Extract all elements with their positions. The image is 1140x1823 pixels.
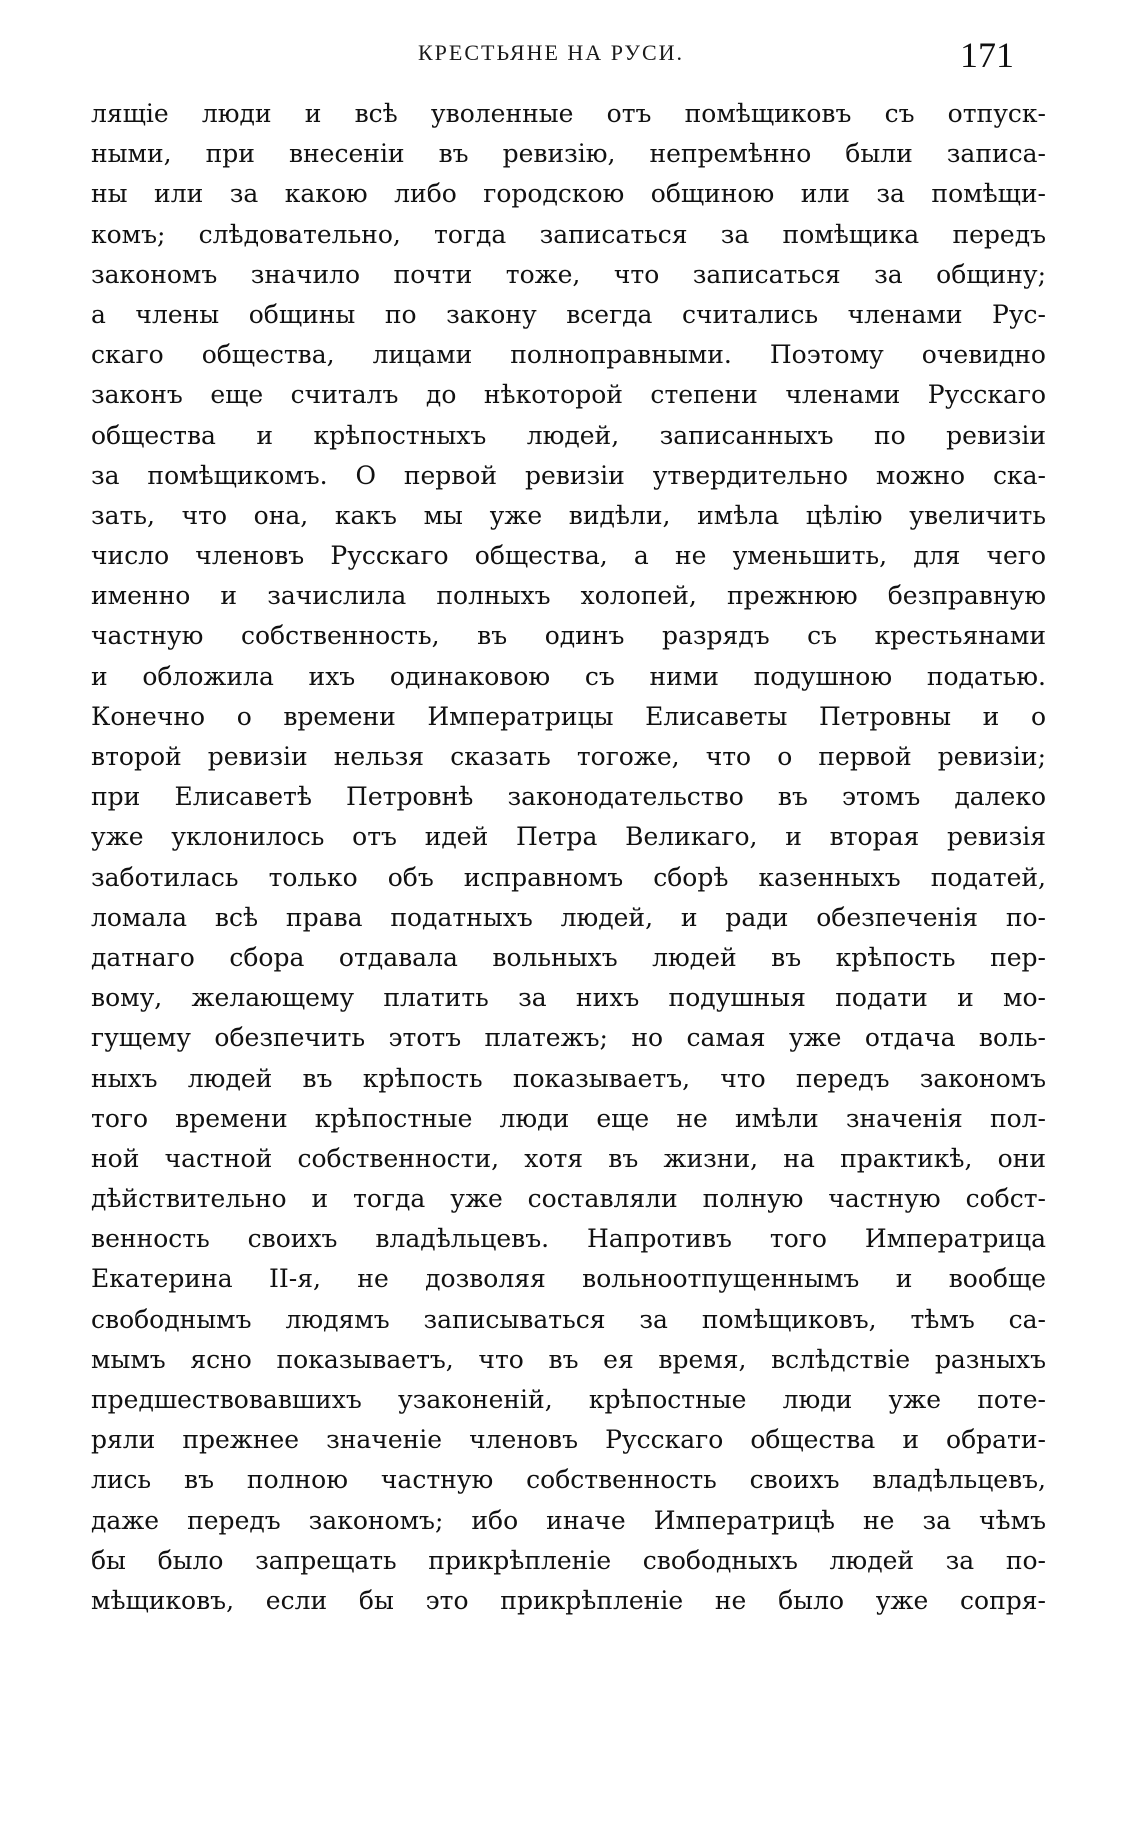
text-line: дѣйствительно и тогда уже составляли полную частную собст-: [91, 1184, 1046, 1214]
text-line: ныхъ людей въ крѣпость показываетъ, что передъ закономъ: [91, 1063, 1046, 1093]
text-line: при Елисаветѣ Петровнѣ законодательство въ этомъ далеко: [91, 782, 1046, 812]
text-line: ломала всѣ права податныхъ людей, и ради обезпеченія по-: [91, 902, 1046, 932]
text-line: за помѣщикомъ. О первой ревизіи утвердительно можно ска-: [91, 460, 1046, 490]
text-line: даже передъ закономъ; ибо иначе Императрицѣ не за чѣмъ: [91, 1505, 1046, 1535]
text-line: ными, при внесеніи въ ревизію, непремѣнно были записа-: [91, 139, 1046, 169]
text-line: гущему обезпечить этотъ платежъ; но самая уже отдача воль-: [91, 1023, 1046, 1053]
text-line: скаго общества, лицами полноправными. Поэтому очевидно: [91, 340, 1046, 370]
text-line: число членовъ Русскаго общества, а не уменьшить, для чего: [91, 541, 1046, 571]
text-line: именно и зачислила полныхъ холопей, прежнюю безправную: [91, 581, 1046, 611]
text-line: и обложила ихъ одинаковою съ ними подушною податью.: [91, 661, 1046, 691]
running-header: [0, 35, 1140, 80]
text-line: вому, желающему платить за нихъ подушныя подати и мо-: [91, 983, 1046, 1013]
text-line: ны или за какою либо городскою общиною или за помѣщи-: [91, 179, 1046, 209]
text-line: Екатерина II-я, не дозволяя вольноотпущеннымъ и вообще: [91, 1264, 1046, 1294]
text-line: того времени крѣпостные люди еще не имѣли значенія пол-: [91, 1103, 1046, 1133]
text-line: общества и крѣпостныхъ людей, записанныхъ по ревизіи: [91, 420, 1046, 450]
text-line: частную собственность, въ одинъ разрядъ съ крестьянами: [91, 621, 1046, 651]
text-line: свободнымъ людямъ записываться за помѣщиковъ, тѣмъ са-: [91, 1304, 1046, 1334]
text-line: лящіе люди и всѣ уволенные отъ помѣщиковъ съ отпуск-: [91, 99, 1046, 128]
running-title: КРЕСТЬЯНЕ НА РУСИ.: [418, 40, 685, 65]
text-line: зать, что она, какъ мы уже видѣли, имѣла цѣлію увеличить: [91, 500, 1046, 530]
text-line: второй ревизіи нельзя сказать тогоже, что о первой ревизіи;: [91, 742, 1046, 771]
text-line: комъ; слѣдовательно, тогда записаться за помѣщика передъ: [91, 219, 1046, 249]
body-text: [91, 94, 1046, 1621]
text-line: предшествовавшихъ узаконеній, крѣпостные люди уже поте-: [91, 1385, 1046, 1414]
text-line: ной частной собственности, хотя въ жизни, на практикѣ, они: [91, 1143, 1046, 1173]
text-line: лись въ полною частную собственность своихъ владѣльцевъ,: [91, 1465, 1046, 1495]
text-line: а члены общины по закону всегда считались членами Рус-: [91, 299, 1046, 329]
text-line: венность своихъ владѣльцевъ. Напротивъ того Императрица: [91, 1224, 1046, 1254]
text-line: заботилась только объ исправномъ сборѣ казенныхъ податей,: [91, 862, 1046, 892]
text-line: ряли прежнее значеніе членовъ Русскаго общества и обрати-: [91, 1425, 1046, 1455]
text-line: Конечно о времени Императрицы Елисаветы Петровны и о: [91, 701, 1046, 731]
text-line: датнаго сбора отдавала вольныхъ людей въ крѣпость пер-: [91, 942, 1046, 972]
text-line: мымъ ясно показываетъ, что въ ея время, вслѣдствіе разныхъ: [91, 1344, 1046, 1374]
page-number: 171: [960, 35, 1014, 75]
text-line: закономъ значило почти тоже, что записаться за общину;: [91, 259, 1046, 289]
text-line: бы было запрещать прикрѣпленіе свободныхъ людей за по-: [91, 1545, 1046, 1575]
text-line: уже уклонилось отъ идей Петра Великаго, и вторая ревизія: [91, 822, 1046, 852]
text-line: мѣщиковъ, если бы это прикрѣпленіе не было уже сопря-: [91, 1585, 1046, 1615]
text-line: законъ еще считалъ до нѣкоторой степени членами Русскаго: [91, 380, 1046, 410]
